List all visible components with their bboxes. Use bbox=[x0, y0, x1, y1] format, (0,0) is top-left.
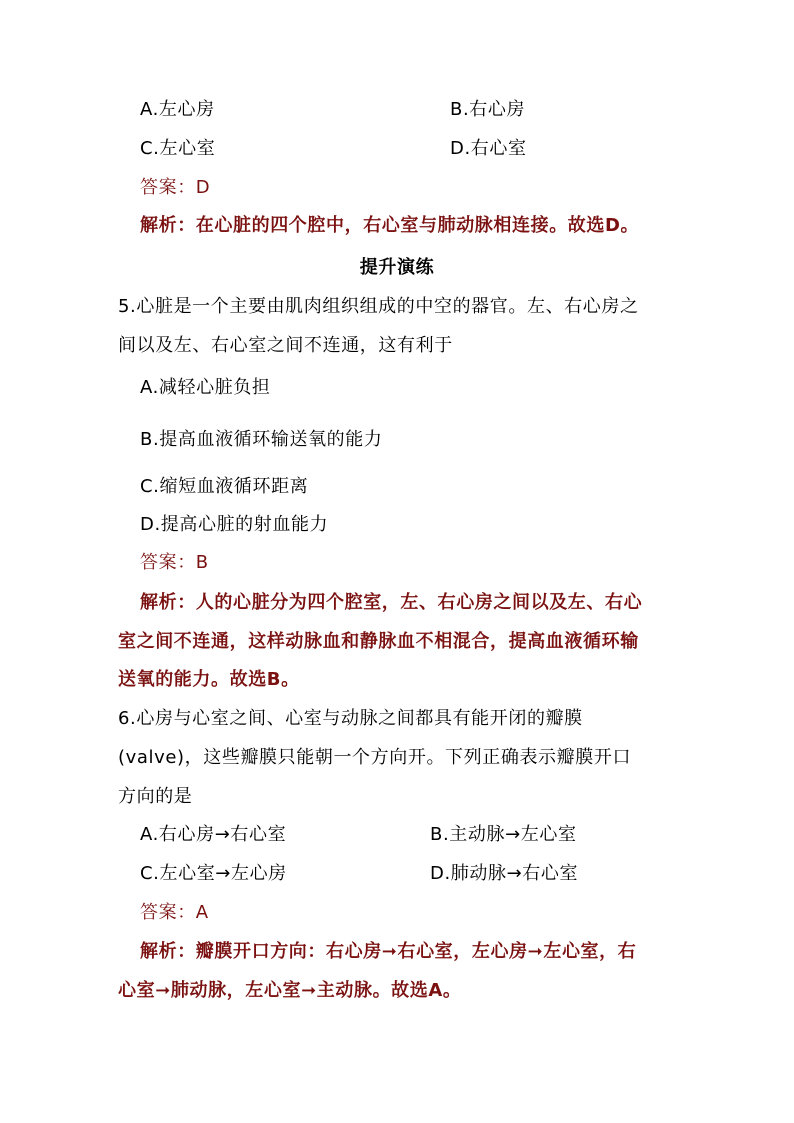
section-title: 提升演练 bbox=[359, 257, 435, 278]
q5-answer: 答案：B bbox=[140, 552, 209, 573]
q4-analysis: 解析：在心脏的四个腔中，右心室与肺动脉相连接。故选D。 bbox=[140, 215, 640, 236]
q6-answer: 答案：A bbox=[140, 902, 209, 923]
q4-option-c: C.左心室 bbox=[140, 138, 216, 159]
q6-analysis-line1: 解析：瓣膜开口方向：右心房➞右心室，左心房➞左心室，右 bbox=[140, 941, 637, 962]
q6-stem-line2: (valve)，这些瓣膜只能朝一个方向开。下列正确表示瓣膜开口 bbox=[118, 747, 632, 768]
q6-option-b: B.主动脉→左心室 bbox=[430, 824, 577, 845]
q5-analysis-line1: 解析：人的心脏分为四个腔室，左、右心房之间以及左、右心 bbox=[140, 592, 643, 613]
q6-stem-line3: 方向的是 bbox=[118, 786, 193, 807]
q6-analysis-line2: 心室➞肺动脉，左心室➞主动脉。故选A。 bbox=[118, 980, 462, 1001]
q4-answer: 答案：D bbox=[140, 177, 211, 198]
q5-analysis-line2: 室之间不连通，这样动脉血和静脉血不相混合，提高血液循环输 bbox=[118, 631, 639, 652]
q5-option-a: A.减轻心脏负担 bbox=[140, 377, 271, 398]
q5-stem-line2: 间以及左、右心室之间不连通，这有利于 bbox=[118, 335, 453, 356]
q5-option-b: B.提高血液循环输送氧的能力 bbox=[140, 429, 383, 450]
q5-stem-line1: 5.心脏是一个主要由肌肉组织组成的中空的器官。左、右心房之 bbox=[118, 296, 639, 317]
q5-option-c: C.缩短血液循环距离 bbox=[140, 476, 309, 497]
q4-option-b: B.右心房 bbox=[450, 99, 526, 120]
q4-option-d: D.右心室 bbox=[450, 138, 527, 159]
q6-option-a: A.右心房→右心室 bbox=[140, 824, 287, 845]
q5-analysis-line3: 送氧的能力。故选B。 bbox=[118, 669, 300, 690]
q4-option-a: A.左心房 bbox=[140, 99, 215, 120]
q6-option-c: C.左心室→左心房 bbox=[140, 863, 287, 884]
q6-stem-line1: 6.心房与心室之间、心室与动脉之间都具有能开闭的瓣膜 bbox=[118, 708, 583, 729]
q5-option-d: D.提高心脏的射血能力 bbox=[140, 514, 329, 535]
q6-option-d: D.肺动脉→右心室 bbox=[430, 863, 579, 884]
